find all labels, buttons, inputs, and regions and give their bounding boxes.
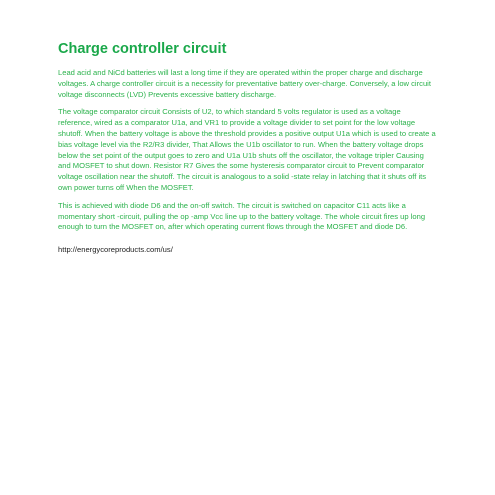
source-url: http://energycoreproducts.com/us/ [58,245,173,255]
paragraph-switch: This is achieved with diode D6 and the on-off switch. The circuit is switched on capacitor C11 acts like a momentary short -circuit, pulling the op -amp Vcc line up to the battery voltage. The whole circuit fires up long enough to turn the MOSFET on, after which operating current flows through the MOSFET and diode D6. [58,200,426,232]
document-page [58,40,436,256]
paragraph-comparator: The voltage comparator circuit Consists of U2, to which standard 5 volts regulator is used as a voltage reference, wired as a comparator U1a, and VR1 to provide a voltage divider to set point for the low voltage shutoff. When the battery voltage is above the threshold provides a positive output U1a which is used to create a bias voltage level via the R2/R3 divider, That Allows the U1b oscillator to run. When the battery voltage drops below the set point of the output goes to zero and U1a U1b shuts off the oscillator, the voltage tripler Causing and MOSFET to shut down. Resistor R7 Gives the some hysteresis comparator circuit to Prevent comparator voltage oscillation near the shutoff. The circuit is analogous to a solid -state relay in latching that it shuts off its own power turns off When the MOSFET. [58,107,436,192]
page-title: Charge controller circuit [58,41,227,57]
paragraph-intro: Lead acid and NiCd batteries will last a long time if they are operated within the proper charge and discharge voltages. A charge controller circuit is a necessity for preventative battery over-charge. Conversely, a low circuit voltage disconnects (LVD) Prevents excessive battery discharge. [58,68,431,99]
